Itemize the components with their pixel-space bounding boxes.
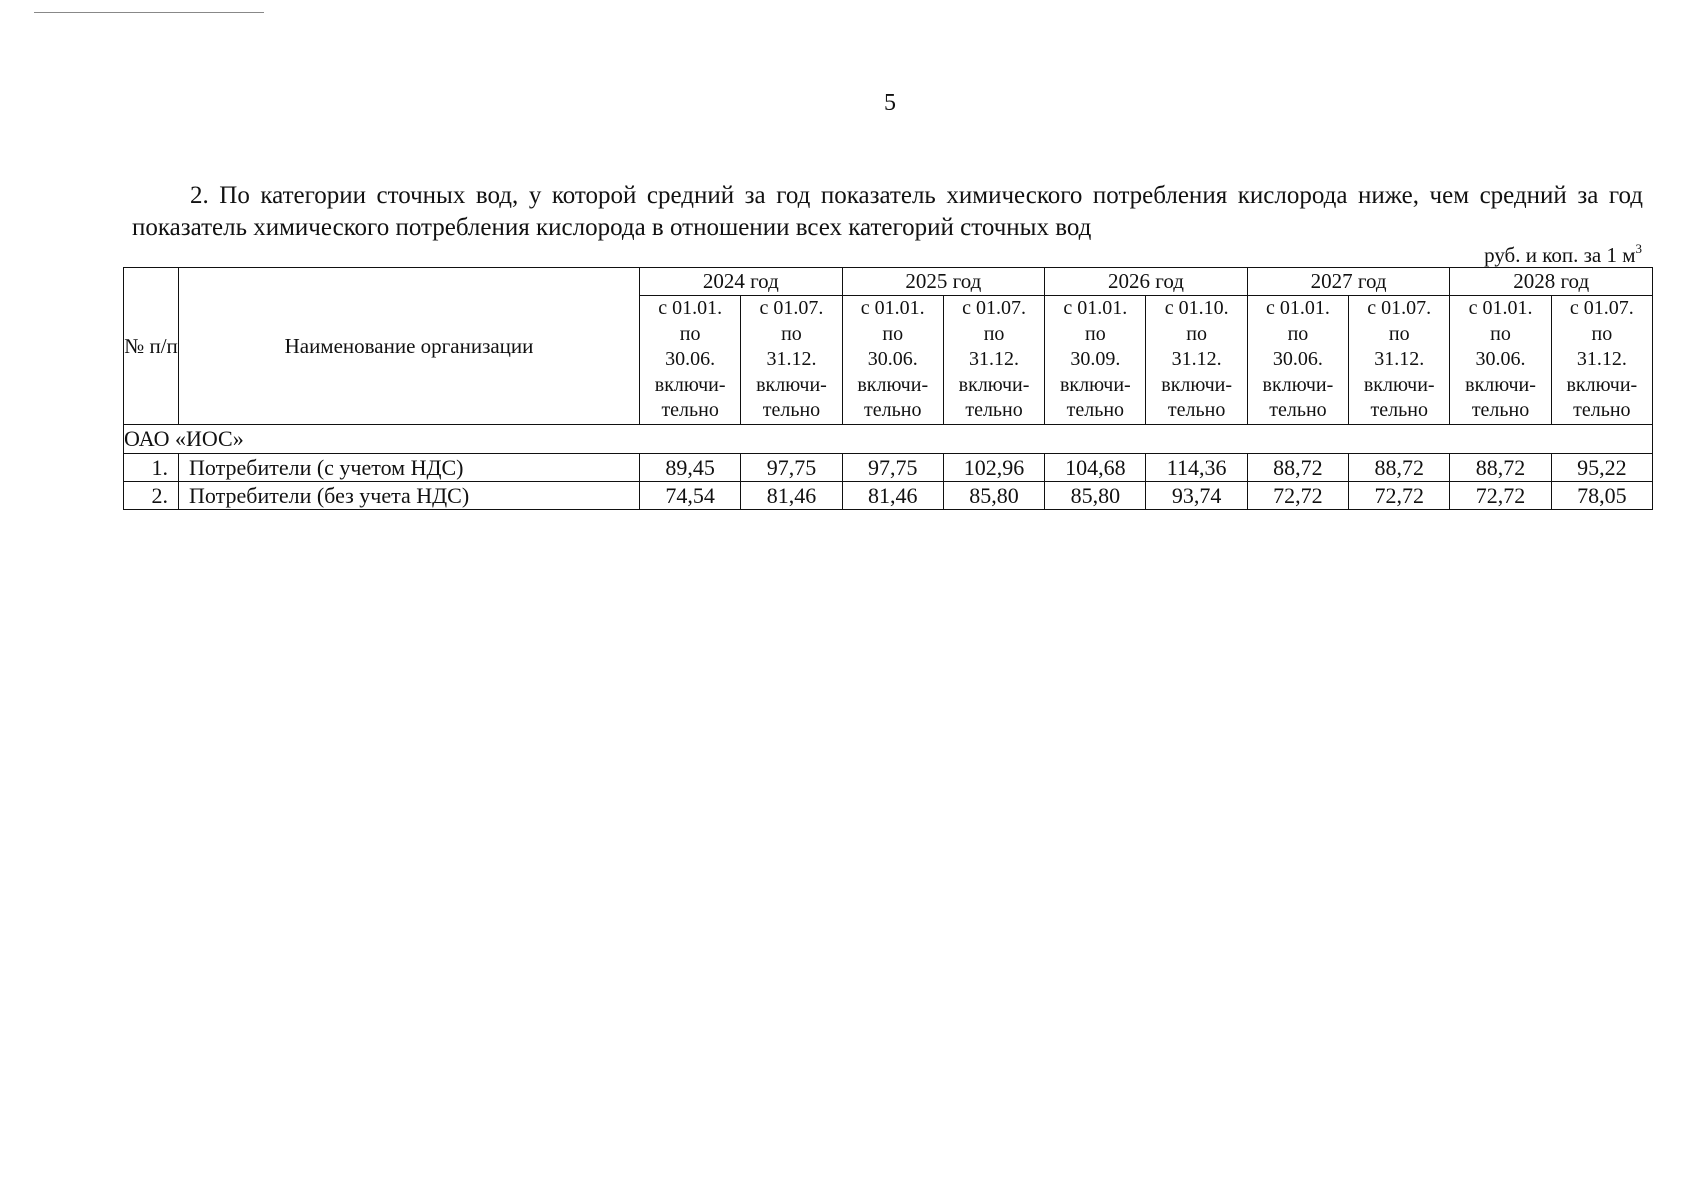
period-to: 31.12. <box>1171 348 1222 371</box>
row-name: Потребители (без учета НДС) <box>179 482 640 510</box>
period-header <box>943 296 1044 425</box>
period-to: 30.06. <box>665 348 716 371</box>
tariff-value: 81,46 <box>842 482 943 510</box>
period-incl: включи- <box>1059 373 1131 396</box>
period-incl: включи- <box>1363 373 1435 396</box>
tariff-value: 95,22 <box>1551 454 1652 482</box>
period-header <box>842 296 943 425</box>
unit-text: руб. и коп. за 1 м <box>1484 243 1636 267</box>
period-header <box>741 296 842 425</box>
period-po: по <box>1084 322 1106 345</box>
period-incl: включи- <box>1465 373 1536 396</box>
period-header <box>1146 296 1247 425</box>
tariff-value: 102,96 <box>943 454 1044 482</box>
year-header-row <box>124 268 1653 296</box>
period-incl: включи- <box>1262 373 1334 396</box>
row-number: 1. <box>124 454 179 482</box>
year-header: 2026 год <box>1045 268 1248 296</box>
period-incl: тельно <box>864 399 922 422</box>
period-from: с 01.01. <box>658 297 723 320</box>
row-number: 2. <box>124 482 179 510</box>
tariff-value: 93,74 <box>1146 482 1247 510</box>
table-row <box>124 454 1653 482</box>
tariff-value: 72,72 <box>1247 482 1348 510</box>
year-header: 2025 год <box>842 268 1045 296</box>
tariff-value: 85,80 <box>1045 482 1146 510</box>
period-to: 30.06. <box>867 348 918 371</box>
tariff-value: 89,45 <box>640 454 741 482</box>
period-incl: включи- <box>654 373 726 396</box>
period-to: 31.12. <box>1576 348 1627 371</box>
tariff-value: 81,46 <box>741 482 842 510</box>
period-incl: тельно <box>965 399 1023 422</box>
period-po: по <box>679 322 701 345</box>
year-header: 2027 год <box>1247 268 1450 296</box>
period-to: 31.12. <box>1374 348 1425 371</box>
intro-paragraph: 2. По категории сточных вод, у которой средний за год показатель химического потребления кислорода ниже, чем средний за год показатель химического потребления кислорода в отношении всех категорий сточных вод <box>132 182 1643 241</box>
period-incl: включи- <box>857 373 929 396</box>
unit-superscript: 3 <box>1635 241 1642 256</box>
organization-name: ОАО «ИОС» <box>124 425 1653 454</box>
period-incl: тельно <box>1573 399 1631 422</box>
period-header <box>1247 296 1348 425</box>
tariff-value: 104,68 <box>1045 454 1146 482</box>
period-from: с 01.01. <box>1063 297 1128 320</box>
period-to: 30.06. <box>1272 348 1323 371</box>
period-to: 31.12. <box>766 348 817 371</box>
period-header <box>1450 296 1551 425</box>
period-header <box>1045 296 1146 425</box>
period-po: по <box>1287 322 1309 345</box>
period-po: по <box>983 322 1005 345</box>
tariff-value: 78,05 <box>1551 482 1652 510</box>
tariff-value: 88,72 <box>1247 454 1348 482</box>
period-from: с 01.01. <box>1265 297 1330 320</box>
period-incl: тельно <box>762 399 821 422</box>
row-name: Потребители (с учетом НДС) <box>179 454 640 482</box>
unit-label <box>1484 241 1642 268</box>
period-po: по <box>1490 322 1511 345</box>
period-to: 30.09. <box>1070 348 1121 371</box>
period-header <box>1551 296 1652 425</box>
tariff-value: 114,36 <box>1146 454 1247 482</box>
period-incl: включи- <box>958 373 1030 396</box>
period-header <box>640 296 741 425</box>
tariff-value: 88,72 <box>1450 454 1551 482</box>
period-from: с 01.07. <box>759 297 824 320</box>
period-po: по <box>1388 322 1410 345</box>
period-to: 31.12. <box>969 348 1020 371</box>
period-incl: включи- <box>756 373 827 396</box>
col-header-number: № п/п <box>124 268 179 425</box>
tariff-table <box>123 267 1653 510</box>
period-incl: тельно <box>1167 399 1226 422</box>
tariff-value: 85,80 <box>943 482 1044 510</box>
col-header-organization: Наименование организации <box>179 268 640 425</box>
period-from: с 01.07. <box>1367 297 1432 320</box>
period-incl: включи- <box>1566 373 1638 396</box>
period-incl: тельно <box>1269 399 1327 422</box>
period-po: по <box>781 322 802 345</box>
top-scan-rule <box>34 12 264 13</box>
tariff-value: 88,72 <box>1349 454 1450 482</box>
period-incl: тельно <box>1370 399 1428 422</box>
period-from: с 01.07. <box>962 297 1026 320</box>
period-from: с 01.01. <box>1468 297 1533 320</box>
tariff-value: 97,75 <box>741 454 842 482</box>
period-from: с 01.01. <box>860 297 925 320</box>
tariff-value: 72,72 <box>1349 482 1450 510</box>
year-header: 2028 год <box>1450 268 1653 296</box>
period-incl: тельно <box>661 399 719 422</box>
period-incl: тельно <box>1066 399 1125 422</box>
table-row <box>124 482 1653 510</box>
tariff-value: 97,75 <box>842 454 943 482</box>
tariff-value: 72,72 <box>1450 482 1551 510</box>
period-header <box>1349 296 1450 425</box>
period-incl: включи- <box>1161 373 1232 396</box>
period-from: с 01.10. <box>1164 297 1229 320</box>
tariff-value: 74,54 <box>640 482 741 510</box>
period-po: по <box>1591 322 1613 345</box>
year-header: 2024 год <box>640 268 843 296</box>
period-po: по <box>1186 322 1207 345</box>
period-po: по <box>882 322 904 345</box>
period-from: с 01.07. <box>1569 297 1634 320</box>
organization-row <box>124 425 1653 454</box>
page-number: 5 <box>884 90 896 116</box>
period-to: 30.06. <box>1475 348 1526 371</box>
period-incl: тельно <box>1471 399 1530 422</box>
